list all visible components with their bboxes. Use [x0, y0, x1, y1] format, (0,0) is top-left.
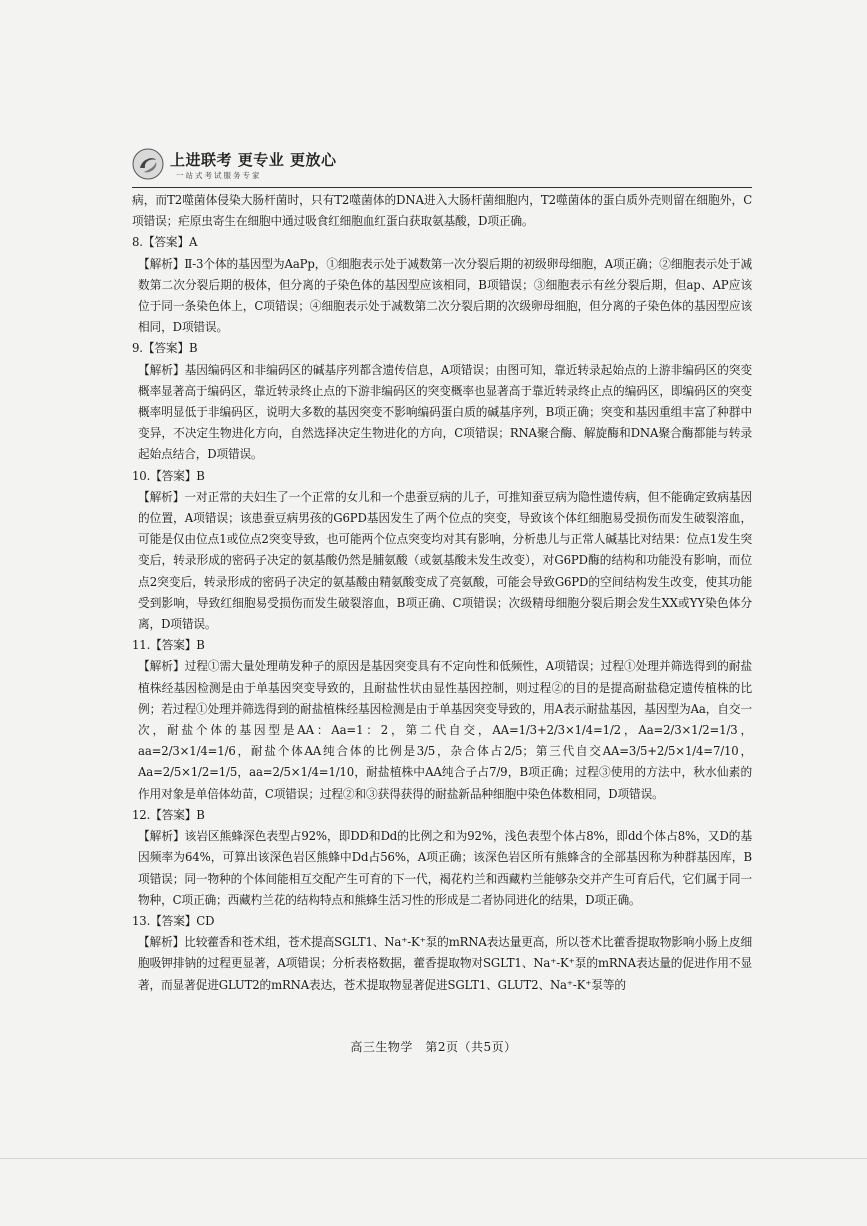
header — [132, 148, 752, 186]
answer-item-12 — [132, 805, 752, 911]
bottom-divider — [0, 1158, 867, 1159]
answer-line: 11.【答案】B — [132, 638, 205, 653]
brand-slogan: 上进联考 更专业 更放心 — [170, 151, 337, 169]
answer-line: 10.【答案】B — [132, 468, 205, 483]
answer-item-8 — [132, 232, 752, 338]
answer-line: 8.【答案】A — [132, 235, 198, 250]
analysis-paragraph: 【解析】过程①需大量处理萌发种子的原因是基因突变具有不定向性和低频性，A项错误；过程①处理并筛选得到的耐盐植株经基因检测是由于单基因突变导致的，且耐盐性状由显性基因控制，则过程②的目的是提高耐盐稳定遗传植株的比例；若过程①处理并筛选得到的耐盐植株经基因检测是由于单基因突变导致的，用A表示耐盐基因，基因型为Aa，自交一次，耐盐个体的基因型是AA：Aa=1：2，第二代自交，AA=1/3+2/3×1/4=1/2，Aa=2/3×1/2=1/3，aa=2/3×1/4=1/6，耐盐个体AA纯合体的比例是3/5，杂合体占2/5；第三代自交AA=3/5+2/5×1/4=7/10，Aa=2/5×1/2=1/5，aa=2/5×1/4=1/10，耐盐植株中AA纯合子占7/9，B项正确；过程③使用的方法中，秋水仙素的作用对象是单倍体幼苗，C项错误；过程②和③获得获得的耐盐新品种细胞中染色体数相同，D项错误。 — [138, 659, 752, 801]
continuation-paragraph: 病，而T2噬菌体侵染大肠杆菌时，只有T2噬菌体的DNA进入大肠杆菌细胞内，T2噬菌体的蛋白质外壳则留在细胞外，C项错误；疟原虫寄生在细胞中通过吸食红细胞血红蛋白获取氨基酸，D项正确。 — [132, 193, 752, 229]
answer-item-9 — [132, 338, 752, 465]
brand-logo-icon — [132, 148, 164, 180]
answer-line: 12.【答案】B — [132, 807, 205, 822]
answer-item-11 — [132, 635, 752, 805]
page-footer: 高三生物学 第2页（共5页） — [350, 1040, 517, 1054]
brand-subtitle: 一站式考试服务专家 — [176, 171, 262, 180]
answer-item-13 — [132, 911, 752, 996]
answer-line: 9.【答案】B — [132, 341, 198, 356]
answer-line: 13.【答案】CD — [132, 913, 215, 928]
analysis-paragraph: 【解析】Ⅱ-3个体的基因型为AaPp，①细胞表示处于减数第一次分裂后期的初级卵母细胞，A项正确；②细胞表示处于减数第二次分裂后期的极体，但分离的子染色体的基因型应该相同，B项错误；③细胞表示有丝分裂后期，但ap、AP应该位于同一条染色体上，C项错误；④细胞表示处于减数第二次分裂后期的次级卵母细胞，但分离的子染色体的基因型应该相同，D项错误。 — [138, 256, 752, 335]
header-divider — [132, 187, 752, 188]
analysis-paragraph: 【解析】比较藿香和苍术组，苍术提高SGLT1、Na⁺-K⁺泵的mRNA表达量更高，所以苍术比藿香提取物影响小肠上皮细胞吸钾排钠的过程更显著，A项错误；分析表格数据，藿香提取物对SGLT1、Na⁺-K⁺泵的mRNA表达量的促进作用不显著，而显著促进GLUT2的mRNA表达，苍术提取物显著促进SGLT1、GLUT2、Na⁺-K⁺泵等的 — [138, 935, 753, 992]
analysis-paragraph: 【解析】一对正常的夫妇生了一个正常的女儿和一个患蚕豆病的儿子，可推知蚕豆病为隐性遗传病，但不能确定致病基因的位置，A项错误；该患蚕豆病男孩的G6PD基因发生了两个位点的突变，导致该个体红细胞易受损伤而发生破裂溶血，可能是仅由位点1或位点2突变导致，也可能两个位点突变均对其有影响，分析患儿与正常人碱基比对结果：位点1发生突变后，转录形成的密码子决定的氨基酸仍然是脯氨酸（或氨基酸未发生改变），对G6PD酶的结构和功能没有影响，而位点2突变后，转录形成的密码子决定的氨基酸由精氨酸变成了亮氨酸，可能会导致G6PD的空间结构发生改变，使其功能受到影响，导致红细胞易受损伤而发生破裂溶血，B项正确、C项错误；次级精母细胞分裂后期会发生XX或YY染色体分离，D项错误。 — [138, 489, 752, 632]
analysis-paragraph: 【解析】基因编码区和非编码区的碱基序列都含遗传信息，A项错误；由图可知，靠近转录起始点的上游非编码区的突变概率显著高于编码区，靠近转录终止点的下游非编码区的突变概率也显著高于靠近转录终止点的编码区，即编码区的突变概率明显低于非编码区，说明大多数的基因突变不影响编码蛋白质的碱基序列，B项正确；突变和基因重组丰富了种群中变异，不决定生物进化方向，自然选择决定生物进化的方向，C项错误；RNA聚合酶、解旋酶和DNA聚合酶都能与转录起始点结合，D项错误。 — [138, 362, 752, 462]
answer-item-10 — [132, 466, 752, 636]
analysis-paragraph: 【解析】该岩区熊蜂深色表型占92%，即DD和Dd的比例之和为92%，浅色表型个体占8%，即dd个体占8%，又D的基因频率为64%，可算出该深色岩区熊蜂中Dd占56%，A项正确；该深色岩区所有熊蜂含的全部基因称为种群基因库，B项错误；同一物种的个体间能相互交配产生可育的下一代，褐花杓兰和西藏杓兰能够杂交并产生可育后代，它们属于同一物种，C项正确；西藏杓兰花的结构特点和熊蜂生活习性的形成是二者协同进化的结果，D项正确。 — [138, 829, 752, 907]
answer-content — [132, 190, 752, 996]
